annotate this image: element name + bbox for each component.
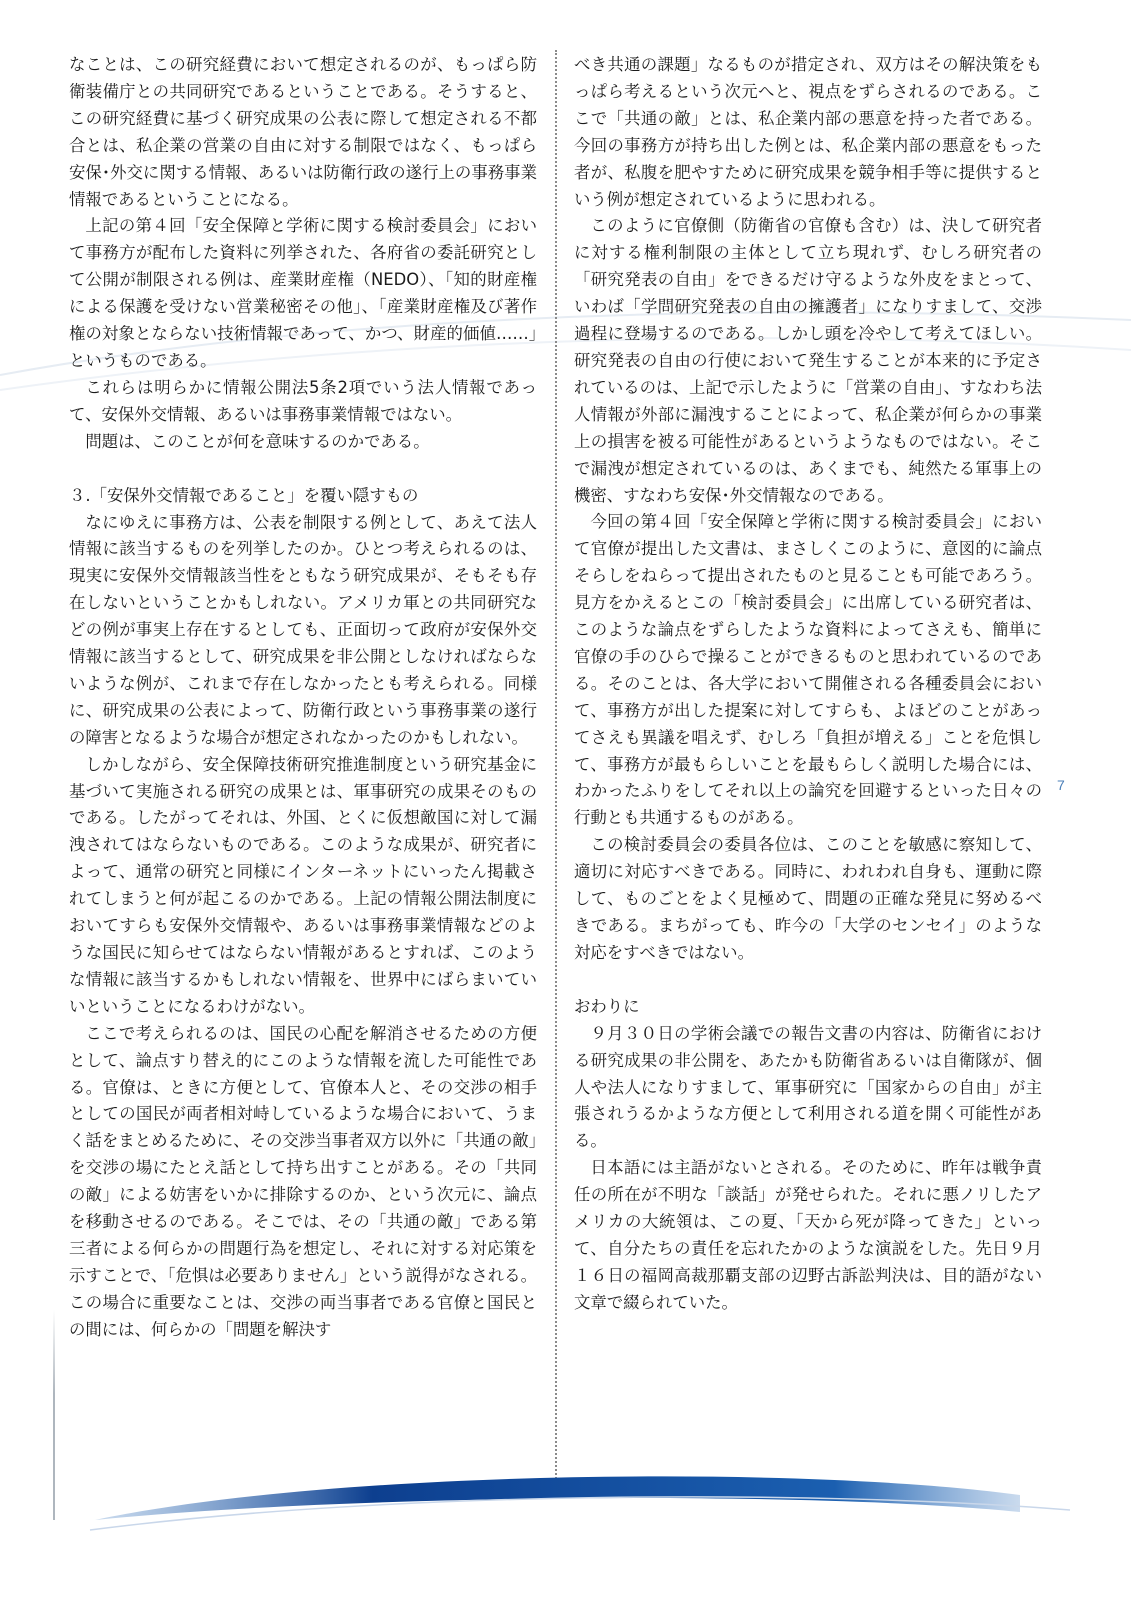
page-number: 7	[1057, 777, 1065, 793]
paragraph: 日本語には主語がないとされる。そのために、昨年は戦争責任の所在が不明な「談話」が発せられた。それに悪ノリしたアメリカの大統領は、この夏、「天から死が降ってきた」といって、自分たちの責任を忘れたかのような演説をした。先日９月１６日の福岡高裁那覇支部の辺野古訴訟判決は、目的語がない文章で綴られていた。	[574, 1158, 1042, 1312]
paragraph: このように官僚側（防衛省の官僚も含む）は、決して研究者に対する権利制限の主体として立ち現れず、むしろ研究者の「研究発表の自由」をできるだけ守るような外皮をまとって、いわば「学問研究発表の自由の擁護者」になりすまして、交渉過程に登場するのである。しかし頭を冷やして考えてほしい。研究発表の自由の行使において発生することが本来的に予定されているのは、上記で示したように「営業の自由」、すなわち法人情報が外部に漏洩することによって、私企業が何らかの事業上の損害を被る可能性があるというようなものではない。そこで漏洩が想定されているのは、あくまでも、純然たる軍事上の機密、すなわち安保･外交情報なのである。	[574, 216, 1042, 505]
paragraph: なことは、この研究経費において想定されるのが、もっぱら防衛装備庁との共同研究であるということである。そうすると、この研究経費に基づく研究成果の公表に際して想定される不都合とは、私企業の営業の自由に対する制限ではなく、もっぱら安保･外交に関する情報、あるいは防衛行政の遂行上の事務事業情報であるということになる。	[69, 55, 537, 209]
right-column	[574, 52, 1042, 1317]
paragraph: これらは明らかに情報公開法5条2項でいう法人情報であって、安保外交情報、あるいは事務事業情報ではない。	[69, 377, 537, 424]
spacer	[69, 456, 537, 483]
paragraph: べき共通の課題」なるものが措定され、双方はその解決策をもっぱら考えるという次元へと、視点をずらされるのである。ここで「共通の敵」とは、私企業内部の悪意を持った者である。今回の事務方が持ち出した例とは、私企業内部の悪意をもった者が、私腹を肥やすために研究成果を競争相手等に提供するという例が想定されているように思われる。	[574, 55, 1042, 209]
paragraph: なにゆえに事務方は、公表を制限する例として、あえて法人情報に該当するものを列挙したのか。ひとつ考えられるのは、現実に安保外交情報該当性をともなう研究成果が、そもそも存在しないということかもしれない。アメリカ軍との共同研究などの例が事実上存在するとしても、正面切って政府が安保外交情報に該当するとして、研究成果を非公開としなければならないような例が、これまで存在しなかったとも考えられる。同様に、研究成果の公表によって、防衛行政という事務事業の遂行の障害となるような場合が想定されなかったのかもしれない。	[69, 512, 537, 747]
spacer	[574, 967, 1042, 994]
paragraph: しかしながら、安全保障技術研究推進制度という研究基金に基づいて実施される研究の成果とは、軍事研究の成果そのものである。したがってそれは、外国、とくに仮想敵国に対して漏洩されてはならないものである。このような成果が、研究者によって、通常の研究と同様にインターネットにいったん掲載されてしまうと何が起こるのかである。上記の情報公開法制度においてすらも安保外交情報や、あるいは事務事業情報などのような国民に知らせてはならない情報があるとすれば、このような情報に該当するかもしれない情報を、世界中にばらまいていいということになるわけがない。	[69, 754, 537, 1016]
left-column	[69, 52, 537, 1344]
section-heading: ３.「安保外交情報であること」を覆い隠すもの	[69, 485, 419, 505]
paragraph: 今回の第４回「安全保障と学術に関する検討委員会」において官僚が提出した文書は、まさしくこのように、意図的に論点そらしをねらって提出されたものと見ることも可能であろう。見方をかえるとこの「検討委員会」に出席している研究者は、このような論点をずらしたような資料によってさえも、簡単に官僚の手のひらで操ることができるものと思われているのである。そのことは、各大学において開催される各種委員会において、事務方が出した提案に対してすらも、よほどのことがあってさえも異議を唱えず、むしろ「負担が増える」ことを危惧して、事務方が最もらしいことを最もらしく説明した場合には、わかったふりをしてそれ以上の論究を回避するといった日々の行動とも共通するものがある。	[574, 512, 1042, 828]
paragraph: ９月３０日の学術会議での報告文書の内容は、防衛省における研究成果の非公開を、あたかも防衛省あるいは自衛隊が、個人や法人になりすまして、軍事研究に「国家からの自由」が主張されうるかような方便として利用される道を開く可能性がある。	[574, 1023, 1042, 1151]
paragraph: 上記の第４回「安全保障と学術に関する検討委員会」において事務方が配布した資料に列挙された、各府省の委託研究として公開が制限される例は、産業財産権（NEDO）、「知的財産権による保護を受けない営業秘密その他」、「産業財産権及び著作権の対象とならない技術情報であって、かつ、財産的価値……」というものである。	[69, 216, 537, 370]
paragraph: この検討委員会の委員各位は、このことを敏感に察知して、適切に対応すべきである。同時に、われわれ自身も、運動に際して、ものごとをよく見極めて、問題の正確な発見に努めるべきである。まちがっても、昨今の「大学のセンセイ」のような対応をすべきではない。	[574, 835, 1042, 962]
footer-wave-decoration	[0, 1450, 1131, 1600]
paragraph: ここで考えられるのは、国民の心配を解消させるための方便として、論点すり替え的にこのような情報を流した可能性である。官僚は、ときに方便として、官僚本人と、その交渉の相手としての国民が両者相対峙しているような場合において、うまく話をまとめるために、その交渉当事者双方以外に「共通の敵」を交渉の場にたとえ話として持ち出すことがある。その「共同の敵」による妨害をいかに排除するのか、という次元に、論点を移動させるのである。そこでは、その「共通の敵」である第三者による何らかの問題行為を想定し、それに対する対応策を示すことで、「危惧は必要ありません」という説得がなされる。この場合に重要なことは、交渉の両当事者である官僚と国民との間には、何らかの「問題を解決す	[69, 1023, 537, 1339]
section-heading: おわりに	[574, 996, 640, 1016]
column-divider	[555, 50, 557, 1490]
paragraph: 問題は、このことが何を意味するのかである。	[85, 431, 430, 451]
